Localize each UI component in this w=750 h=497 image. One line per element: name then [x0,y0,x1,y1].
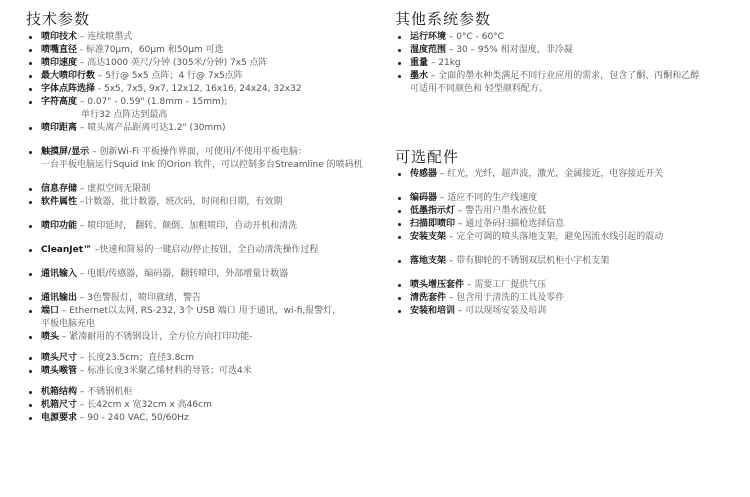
accessory-value: – 包含用于清洗的工具及零件 [446,293,565,303]
spec-value: – 21kg [428,58,461,68]
spec-key: 喷头尺寸 [41,353,78,363]
accessory-item [395,218,663,231]
accessory-value: – 可以现场安装及培训 [455,306,547,316]
spec-key: 通讯输出 [41,293,78,303]
spec-item [26,57,363,70]
spec-key: 端口 [41,306,60,316]
spec-value: – 5行@ 5x5 点阵；4 行@ 7x5点阵 [95,71,243,81]
spec-value: – 全面的墨水种类满足不同行业应用的需求，包含了酮、丙酮和乙醇 [428,71,700,81]
spec-key: 喷印技术 [41,32,78,42]
spec-item [26,292,363,305]
accessory-value: – 适应不同的生产线速度 [437,193,538,203]
accessory-key: 喷头增压套件 [410,280,465,290]
accessory-key: 清洗套件 [410,293,447,303]
spec-value: – 0°C - 60°C [446,32,504,42]
accessory-item [395,292,663,305]
spec-value: – 标准长度3米聚乙烯材料的导管；可选4米 [77,366,252,376]
accessory-key: 低墨指示灯 [410,206,456,216]
spec-continuation: 平板电脑充电 [41,319,96,329]
technical-specs-list [26,31,363,425]
accessory-item [395,305,663,318]
spec-value: – 紧凑耐用的不锈钢设计，全方位方向打印功能- [59,332,253,342]
spec-item [26,244,363,257]
spec-key: 喷头 [41,332,60,342]
system-params-list [395,31,699,96]
spec-value: – 喷头离产品距离可达1.2" (30mm) [77,123,226,133]
accessory-item [395,205,663,218]
spec-value: – 长42cm x 宽32cm x 高46cm [77,400,212,410]
spec-key: 喷印速度 [41,58,78,68]
spec-item [26,305,363,318]
spec-value: – 长度23.5cm；直径3.8cm [77,353,195,363]
spec-continuation: 可适用不同颜色和 轻型颜料配方。 [410,84,548,94]
accessory-value: – 通过条码扫描枪选择信息 [455,219,565,229]
accessory-item [395,192,663,205]
spec-item [26,399,363,412]
spec-key: 喷嘴直径 [41,45,78,55]
spec-key: 运行环境 [410,32,447,42]
accessory-item [395,279,663,292]
spec-key: 喷头喉管 [41,366,78,376]
spec-item [26,44,363,57]
spec-key: 通讯输入 [41,269,78,279]
spec-item [26,352,363,365]
spec-value: - 标准70µm，60µm 和50µm 可选 [77,45,224,55]
accessory-value: – 完全可调的喷头落地支架，避免因流水线引起的震动 [446,232,664,242]
spec-item [26,70,363,83]
accessory-value: – 带有脚轮的不锈钢双层机柜小字机支架 [446,256,610,266]
spec-value: –快速和简易的一键启动/停止按钮，全自动清洗操作过程 [92,245,319,255]
spec-item [26,331,363,344]
spec-value: – 喷印延时， 翻转、颠倒、加粗喷印，自动开机和清洗 [77,221,298,231]
optional-accessories-heading: 可选配件 [395,148,460,166]
spec-key: 重量 [410,58,429,68]
technical-specs-heading: 技术参数 [26,10,91,28]
spec-key: 信息存储 [41,184,78,194]
system-params-heading: 其他系统参数 [395,10,492,28]
accessory-item [395,231,663,244]
accessory-key: 编码器 [410,193,438,203]
spec-item [26,386,363,399]
spec-value: – 创新Wi-Fi 平板操作界面，可使用/不使用平板电脑： [89,147,307,157]
spec-key: 电源要求 [41,413,78,423]
accessory-key: 落地支架 [410,256,447,266]
spec-item [26,183,363,196]
spec-value: - 5x5, 7x5, 9x7, 12x12, 16x16, 24x24, 32x32 [95,84,302,94]
spec-value: – Ethernet以太网, RS-232, 3个 USB 端口 用于通讯，wi-fi,报警灯， [59,306,342,316]
spec-key: 字体点阵选择 [41,84,96,94]
spec-value: – 电眼/传感器，编码器，翻转喷印，外部增量计数器 [77,269,289,279]
optional-accessories-list [395,168,663,318]
accessory-key: 传感器 [410,169,438,179]
spec-key: 字符高度 [41,97,78,107]
accessory-key: 安装支架 [410,232,447,242]
spec-item [395,31,699,44]
accessory-key: 安装和培训 [410,306,456,316]
spec-value: – 连续喷墨式 [77,32,133,42]
spec-item [26,83,363,96]
spec-key: 湿度范围 [410,45,447,55]
spec-key: 软件属性 [41,197,78,207]
spec-item [26,412,363,425]
spec-item [26,196,363,209]
spec-item [395,57,699,70]
spec-value: – 30 – 95% 相对湿度，非冷凝 [446,45,573,55]
spec-value: –计数器，批计数器，班次码，时间和日期，有效期 [77,197,283,207]
spec-item [26,268,363,281]
accessory-value: – 红光，光纤，超声波，激光，金属接近，电容接近开关 [437,169,664,179]
spec-key: 机箱结构 [41,387,78,397]
accessory-item [395,168,663,181]
spec-item [26,146,363,159]
spec-key: CleanJet™ [41,245,93,255]
spec-continuation: 单行32 点阵达到最高 [81,110,168,120]
spec-item [26,96,363,109]
spec-key: 喷印功能 [41,221,78,231]
spec-item [395,70,699,83]
spec-key: 喷印距离 [41,123,78,133]
spec-value: – 高达1000 英尺/分钟 (305米/分钟) 7x5 点阵 [77,58,268,68]
spec-item [26,122,363,135]
spec-key: 墨水 [410,71,429,81]
spec-value: – 90 - 240 VAC, 50/60Hz [77,413,189,423]
spec-item [26,220,363,233]
spec-item [26,31,363,44]
spec-item [26,365,363,378]
spec-key: 最大喷印行数 [41,71,96,81]
spec-value: – 不锈钢机柜 [77,387,133,397]
spec-key: 机箱尺寸 [41,400,78,410]
spec-continuation: 一台平板电脑运行Squid Ink 的Orion 软件，可以控制多台Streamline 的喷码机 [41,160,363,170]
accessory-key: 扫描即喷印 [410,219,456,229]
spec-item [395,44,699,57]
spec-value: – 虚拟空间无限制 [77,184,151,194]
spec-value: – 3色警报灯，喷印就绪，警告 [77,293,201,303]
accessory-value: – 警告用户墨水液位低 [455,206,547,216]
accessory-item [395,255,663,268]
accessory-value: – 需要工厂提供气压 [464,280,547,290]
spec-key: 触摸屏/显示 [41,147,90,157]
spec-value: – 0.07" - 0.59" (1.8mm - 15mm); [77,97,228,107]
